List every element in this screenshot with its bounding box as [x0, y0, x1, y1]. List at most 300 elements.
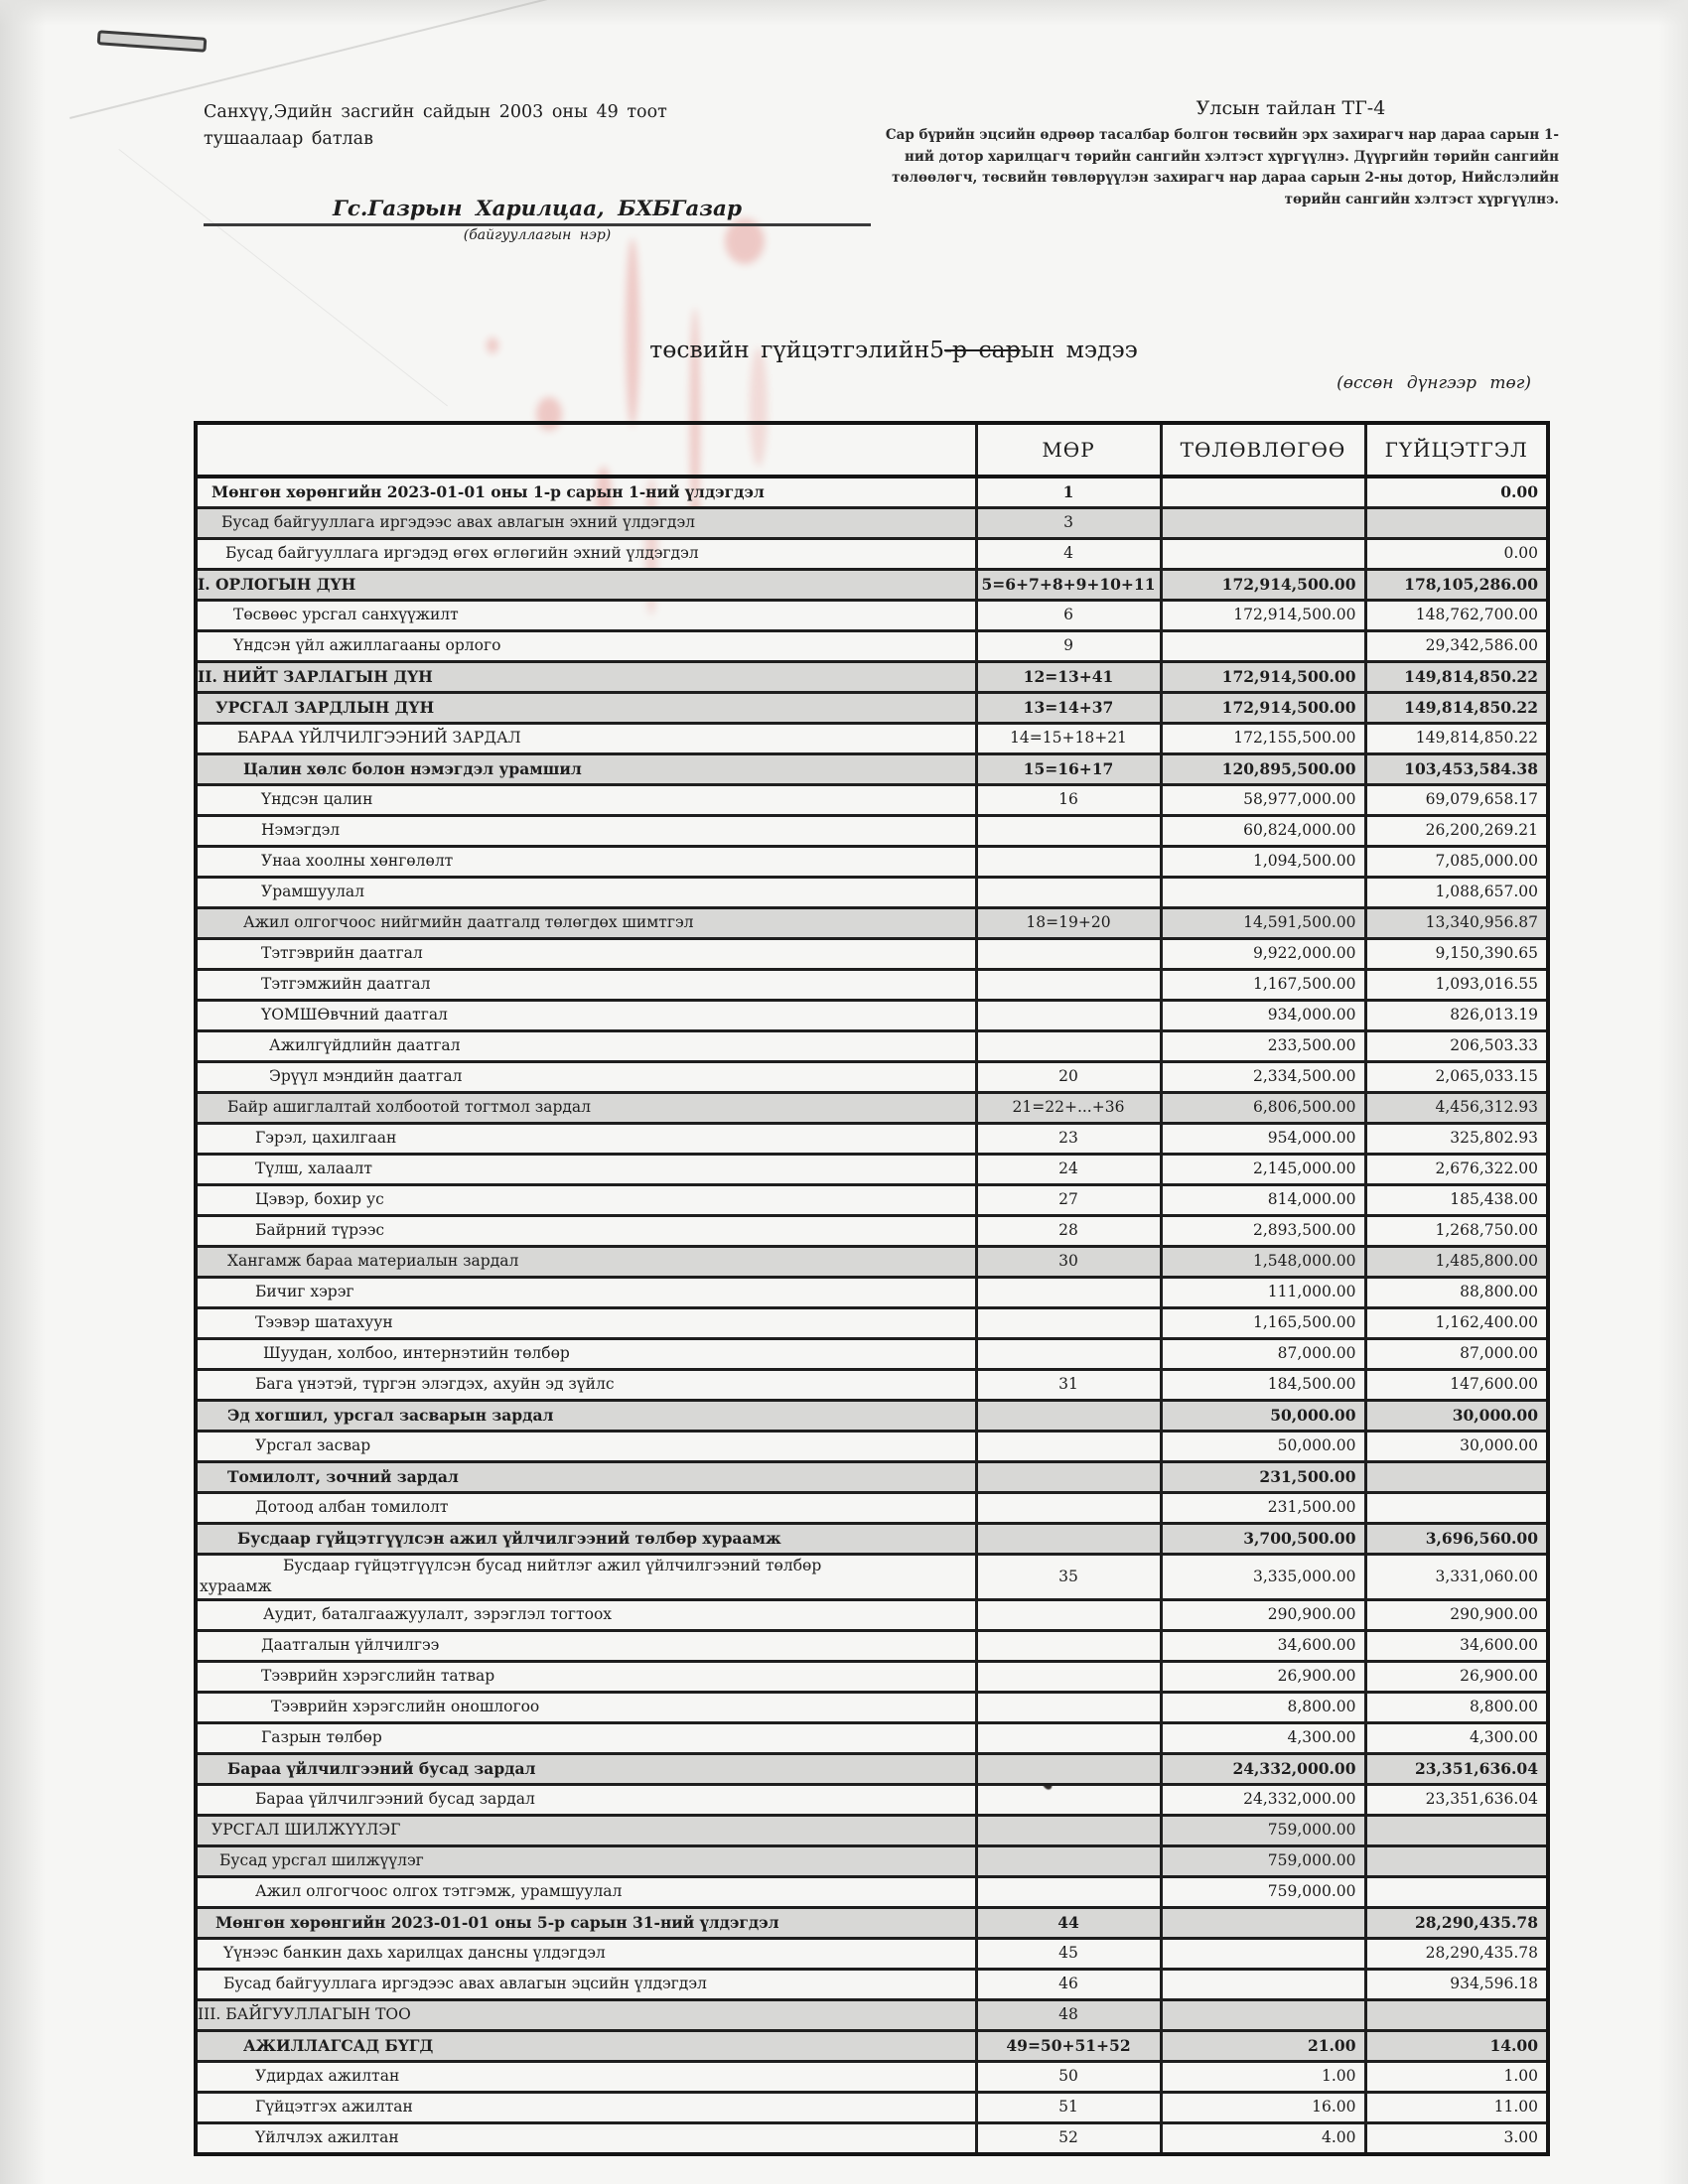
- row-label: [196, 2092, 976, 2122]
- row-label-text: Тэтгэврийн даатгал: [261, 944, 423, 963]
- exec-value-text: [1367, 521, 1547, 525]
- row-label-text: Шуудан, холбоо, интернэтийн төлбөр: [263, 1344, 570, 1363]
- exec-value: [1365, 816, 1548, 847]
- row-no-text: 18=19+20: [1026, 913, 1111, 932]
- exec-value-text: 8,800.00: [1469, 1698, 1538, 1716]
- plan-value-text: 1,548,000.00: [1252, 1252, 1356, 1271]
- exec-value: [1365, 1062, 1548, 1093]
- title-suffix: ын мэдээ: [1020, 336, 1138, 363]
- exec-value: [1365, 2030, 1548, 2061]
- table-row: [196, 539, 1548, 570]
- plan-value-text: 814,000.00: [1267, 1190, 1356, 1209]
- row-label: [196, 2030, 976, 2061]
- row-no: [976, 2061, 1161, 2092]
- row-no: [976, 1907, 1161, 1938]
- row-label-text-line2: хураамж: [200, 1577, 272, 1596]
- row-label-text: III. БАЙГУУЛЛАГЫН ТОО: [198, 2005, 411, 2024]
- row-label-text: Байр ашиглалтай холбоотой тогтмол зардал: [227, 1098, 592, 1117]
- row-label-text: I. ОРЛОГЫН ДҮН: [198, 575, 356, 595]
- table-row: [196, 724, 1548, 754]
- table-row: [196, 1938, 1548, 1969]
- row-no-text: 31: [1058, 1375, 1078, 1394]
- exec-value: [1365, 1339, 1548, 1370]
- plan-value: [1161, 1401, 1365, 1432]
- exec-value: [1365, 1524, 1548, 1555]
- exec-value-text: 149,814,850.22: [1404, 667, 1538, 687]
- plan-value-text: 172,914,500.00: [1221, 667, 1356, 687]
- row-no: [976, 1555, 1161, 1600]
- exec-value: [1365, 1692, 1548, 1722]
- exec-value: [1365, 1753, 1548, 1784]
- row-label: [196, 878, 976, 908]
- table-row: [196, 1278, 1548, 1308]
- row-label: [196, 1370, 976, 1401]
- row-label: [196, 1216, 976, 1247]
- row-label: [196, 1493, 976, 1524]
- table-row: [196, 2092, 1548, 2122]
- title-struck-month: -р сар: [944, 336, 1021, 363]
- exec-value-text: 4,300.00: [1469, 1728, 1538, 1747]
- row-label: [196, 1815, 976, 1845]
- row-no: [976, 1001, 1161, 1031]
- row-label-text: II. НИЙТ ЗАРЛАГЫН ДҮН: [198, 667, 433, 687]
- row-no: [976, 1278, 1161, 1308]
- table-row: [196, 2061, 1548, 2092]
- table-row: [196, 816, 1548, 847]
- exec-value-text: 148,762,700.00: [1415, 606, 1538, 624]
- row-label-text: Урамшуулал: [261, 883, 365, 901]
- row-label-text: Ажил олгогчоос нийгмийн даатгалд төлөгдөх шимтгэл: [243, 913, 694, 932]
- row-label: [196, 1308, 976, 1339]
- plan-value-text: 759,000.00: [1267, 1821, 1356, 1840]
- exec-value: [1365, 1599, 1548, 1630]
- row-label-text: Дотоод албан томилолт: [255, 1498, 449, 1517]
- row-label: [196, 1999, 976, 2030]
- row-no-text: 51: [1058, 2098, 1078, 2116]
- row-label-text: Бусад байгууллага иргэдээс авах авлагын эцсийн үлдэгдэл: [223, 1975, 707, 1993]
- row-no-text: 14=15+18+21: [1010, 729, 1127, 748]
- row-no: [976, 908, 1161, 939]
- plan-value-text: 2,334,500.00: [1252, 1067, 1356, 1086]
- table-row: [196, 1247, 1548, 1278]
- table-row: [196, 2122, 1548, 2154]
- plan-value: [1161, 1432, 1365, 1462]
- exec-value-text: 30,000.00: [1452, 1406, 1538, 1426]
- row-no: [976, 878, 1161, 908]
- row-no: [976, 477, 1161, 508]
- table-row: [196, 1969, 1548, 1999]
- row-label-text: Үндсэн цалин: [261, 790, 373, 809]
- exec-value: [1365, 1938, 1548, 1969]
- row-no: [976, 970, 1161, 1001]
- row-label: [196, 1692, 976, 1722]
- plan-value: [1161, 908, 1365, 939]
- row-no-text: 3: [1063, 513, 1073, 532]
- row-no-text: 12=13+41: [1023, 667, 1114, 687]
- exec-value-text: 149,814,850.22: [1404, 698, 1538, 718]
- row-label-text: Нэмэгдэл: [261, 821, 341, 840]
- row-no: [976, 1308, 1161, 1339]
- row-label: [196, 908, 976, 939]
- title-prefix: төсвийн гүйцэтгэлийн5: [649, 336, 945, 363]
- row-no: [976, 1031, 1161, 1062]
- exec-value: [1365, 1031, 1548, 1062]
- plan-value: [1161, 754, 1365, 785]
- exec-value-text: 1,162,400.00: [1435, 1313, 1538, 1332]
- row-label: [196, 1124, 976, 1155]
- row-no: [976, 570, 1161, 601]
- plan-value-text: 172,914,500.00: [1233, 606, 1356, 624]
- row-label: [196, 1630, 976, 1661]
- plan-value: [1161, 1876, 1365, 1907]
- row-label-text: Унаа хоолны хөнгөлөлт: [261, 852, 454, 871]
- row-label: [196, 2061, 976, 2092]
- exec-value-text: [1367, 1890, 1547, 1894]
- unit-note: (өссөн дүнгээр төг): [1336, 373, 1531, 393]
- row-label-text: Бараа үйлчилгээний бусад зардал: [227, 1759, 536, 1779]
- exec-value: [1365, 1845, 1548, 1876]
- plan-value: [1161, 2061, 1365, 2092]
- row-no: [976, 1339, 1161, 1370]
- row-no: [976, 508, 1161, 539]
- row-label: [196, 1555, 976, 1600]
- row-no: [976, 1462, 1161, 1493]
- exec-value: [1365, 2092, 1548, 2122]
- row-label-text: Байрний түрээс: [255, 1221, 385, 1240]
- row-no-text: 44: [1057, 1913, 1079, 1933]
- header-empty: [196, 423, 976, 477]
- table-row: [196, 1999, 1548, 2030]
- plan-value: [1161, 1031, 1365, 1062]
- row-label-text: Цэвэр, бохир ус: [255, 1190, 384, 1209]
- plan-value-text: [1163, 890, 1364, 894]
- header-actual: ГҮЙЦЭТГЭЛ: [1365, 423, 1548, 477]
- table-row: [196, 754, 1548, 785]
- row-no: [976, 1876, 1161, 1907]
- exec-value-text: [1367, 1829, 1547, 1833]
- plan-value: [1161, 847, 1365, 878]
- row-label-text: Ажилгүйдлийн даатгал: [269, 1036, 461, 1055]
- plan-value-text: [1163, 1921, 1364, 1925]
- exec-value-text: 23,351,636.04: [1414, 1759, 1538, 1779]
- exec-value-text: 7,085,000.00: [1435, 852, 1538, 871]
- plan-value: [1161, 1247, 1365, 1278]
- row-no-text: 24: [1058, 1160, 1078, 1178]
- row-label: [196, 1339, 976, 1370]
- plan-value-text: 6,806,500.00: [1252, 1098, 1356, 1117]
- plan-value-text: [1163, 644, 1364, 648]
- row-label-text: Цалин хөлс болон нэмэгдэл урамшил: [243, 759, 582, 779]
- plan-value-text: 34,600.00: [1277, 1636, 1356, 1655]
- table-row: [196, 1062, 1548, 1093]
- row-no-text: 49=50+51+52: [1006, 2036, 1131, 2056]
- row-no: [976, 1370, 1161, 1401]
- row-label: [196, 1938, 976, 1969]
- row-label-text: Бага үнэтэй, түргэн элэгдэх, ахуйн эд зүйлс: [255, 1375, 615, 1394]
- plan-value: [1161, 939, 1365, 970]
- row-label: [196, 816, 976, 847]
- exec-value: [1365, 662, 1548, 693]
- table-row: [196, 1876, 1548, 1907]
- table-row: [196, 631, 1548, 662]
- exec-value-text: 1,485,800.00: [1435, 1252, 1538, 1271]
- plan-value-text: 172,155,500.00: [1233, 729, 1356, 748]
- row-no: [976, 1062, 1161, 1093]
- row-label: [196, 1432, 976, 1462]
- row-no: [976, 1630, 1161, 1661]
- exec-value: [1365, 878, 1548, 908]
- row-label-text: Тээврийн хэрэгслийн оношлогоо: [271, 1698, 540, 1716]
- row-label-text: Хангамж бараа материалын зардал: [227, 1252, 519, 1271]
- plan-value-text: 3,335,000.00: [1252, 1567, 1356, 1585]
- exec-value: [1365, 908, 1548, 939]
- plan-value: [1161, 2092, 1365, 2122]
- plan-value-text: 231,500.00: [1259, 1467, 1356, 1487]
- table-row: [196, 1031, 1548, 1062]
- exec-value: [1365, 1093, 1548, 1124]
- plan-value: [1161, 1339, 1365, 1370]
- row-no: [976, 1124, 1161, 1155]
- exec-value: [1365, 847, 1548, 878]
- row-no: [976, 1845, 1161, 1876]
- row-label-text: Бусдаар гүйцэтгүүлсэн бусад нийтлэг ажил үйлчилгээний төлбөр: [283, 1557, 822, 1574]
- exec-value: [1365, 1185, 1548, 1216]
- plan-value: [1161, 601, 1365, 631]
- table-row: [196, 601, 1548, 631]
- row-label-text: Бусад байгууллага иргэдэд өгөх өглөгийн эхний үлдэгдэл: [225, 544, 699, 563]
- exec-value: [1365, 1969, 1548, 1999]
- table-row: [196, 1907, 1548, 1938]
- row-no-text: 5=6+7+8+9+10+11: [981, 575, 1156, 595]
- plan-value: [1161, 1753, 1365, 1784]
- table-row: [196, 1692, 1548, 1722]
- exec-value: [1365, 1462, 1548, 1493]
- plan-value-text: 16.00: [1312, 2098, 1356, 2116]
- plan-value-text: 4,300.00: [1287, 1728, 1356, 1747]
- table-row: [196, 1845, 1548, 1876]
- row-label-text: Эрүүл мэндийн даатгал: [269, 1067, 463, 1086]
- exec-value: [1365, 2061, 1548, 2092]
- row-label: [196, 477, 976, 508]
- row-no: [976, 1247, 1161, 1278]
- plan-value: [1161, 1370, 1365, 1401]
- exec-value: [1365, 1493, 1548, 1524]
- row-no: [976, 1401, 1161, 1432]
- exec-value-text: 3,331,060.00: [1435, 1567, 1538, 1585]
- exec-value-text: 1.00: [1503, 2067, 1538, 2086]
- row-label-text: Бусдаар гүйцэтгүүлсэн ажил үйлчилгээний төлбөр хураамж: [237, 1529, 781, 1549]
- row-label-text: Аудит, баталгаажуулалт, зэрэглэл тогтоох: [263, 1605, 613, 1624]
- row-label: [196, 1462, 976, 1493]
- plan-value: [1161, 1278, 1365, 1308]
- exec-value: [1365, 1876, 1548, 1907]
- row-no: [976, 539, 1161, 570]
- plan-value: [1161, 1907, 1365, 1938]
- table-row: [196, 878, 1548, 908]
- row-label: [196, 508, 976, 539]
- exec-value: [1365, 1815, 1548, 1845]
- row-label-text: Мөнгөн хөрөнгийн 2023-01-01 оны 1-р сарын 1-ний үлдэгдэл: [211, 482, 765, 502]
- plan-value-text: 172,914,500.00: [1221, 575, 1356, 595]
- table-row: [196, 1630, 1548, 1661]
- row-no-text: 28: [1058, 1221, 1078, 1240]
- plan-value: [1161, 2030, 1365, 2061]
- row-label-text: Даатгалын үйлчилгээ: [261, 1636, 440, 1655]
- row-no: [976, 2092, 1161, 2122]
- exec-value: [1365, 1124, 1548, 1155]
- table-row: [196, 1462, 1548, 1493]
- staple-mark: [97, 30, 208, 53]
- exec-value: [1365, 601, 1548, 631]
- exec-value-text: 147,600.00: [1450, 1375, 1538, 1394]
- row-label-text: Тэтгэмжийн даатгал: [261, 975, 431, 994]
- exec-value-text: 290,900.00: [1450, 1605, 1538, 1624]
- row-no: [976, 1753, 1161, 1784]
- exec-value-text: 0.00: [1503, 544, 1538, 563]
- exec-value-text: 11.00: [1493, 2098, 1538, 2116]
- plan-value: [1161, 1555, 1365, 1600]
- exec-value-text: [1367, 1859, 1547, 1863]
- exec-value-text: 3.00: [1503, 2128, 1538, 2147]
- row-no-text: 20: [1058, 1067, 1078, 1086]
- row-no-text: 4: [1063, 544, 1073, 563]
- row-label-text: Урсгал засвар: [255, 1436, 371, 1455]
- plan-value: [1161, 1308, 1365, 1339]
- row-label: [196, 1401, 976, 1432]
- row-no: [976, 754, 1161, 785]
- exec-value-text: 149,814,850.22: [1415, 729, 1538, 748]
- exec-value-text: 23,351,636.04: [1425, 1790, 1538, 1809]
- row-no: [976, 1784, 1161, 1815]
- table-row: [196, 1001, 1548, 1031]
- table-row: [196, 970, 1548, 1001]
- row-label-text: Эд хогшил, урсгал засварын зардал: [227, 1406, 554, 1426]
- row-label-text: Бусад урсгал шилжүүлэг: [219, 1851, 424, 1870]
- plan-value: [1161, 1784, 1365, 1815]
- table-row: [196, 1093, 1548, 1124]
- exec-value: [1365, 724, 1548, 754]
- plan-value: [1161, 1599, 1365, 1630]
- row-label: [196, 1031, 976, 1062]
- row-label: [196, 939, 976, 970]
- plan-value: [1161, 785, 1365, 816]
- plan-value-text: 184,500.00: [1267, 1375, 1356, 1394]
- row-no: [976, 1524, 1161, 1555]
- row-no-text: 27: [1058, 1190, 1078, 1209]
- exec-value-text: 325,802.93: [1450, 1129, 1538, 1148]
- scan-left-shadow: [0, 0, 46, 2184]
- plan-value: [1161, 1124, 1365, 1155]
- row-label-text: Бусад байгууллага иргэдээс авах авлагын эхний үлдэгдэл: [221, 513, 695, 532]
- plan-value-text: 2,893,500.00: [1252, 1221, 1356, 1240]
- exec-value: [1365, 1308, 1548, 1339]
- row-label: [196, 1001, 976, 1031]
- exec-value-text: [1367, 1506, 1547, 1510]
- row-label-text: УРСГАЛ ШИЛЖҮҮЛЭГ: [211, 1821, 401, 1840]
- plan-value: [1161, 1815, 1365, 1845]
- exec-value-text: 34,600.00: [1460, 1636, 1538, 1655]
- exec-value-text: 2,676,322.00: [1435, 1160, 1538, 1178]
- exec-value-text: 185,438.00: [1450, 1190, 1538, 1209]
- plan-value-text: 21.00: [1307, 2036, 1356, 2056]
- row-label: [196, 1524, 976, 1555]
- row-no: [976, 1938, 1161, 1969]
- table-row: [196, 847, 1548, 878]
- exec-value: [1365, 1370, 1548, 1401]
- plan-value: [1161, 477, 1365, 508]
- row-label: [196, 539, 976, 570]
- row-label: [196, 1247, 976, 1278]
- organization-block: [204, 197, 871, 243]
- exec-value-text: 3,696,560.00: [1425, 1529, 1538, 1549]
- exec-value-text: 103,453,584.38: [1404, 759, 1538, 779]
- plan-value: [1161, 508, 1365, 539]
- exec-value-text: 87,000.00: [1460, 1344, 1538, 1363]
- plan-value: [1161, 1216, 1365, 1247]
- exec-value: [1365, 1401, 1548, 1432]
- plan-value-text: 50,000.00: [1270, 1406, 1356, 1426]
- row-label: [196, 601, 976, 631]
- row-no-text: 9: [1063, 636, 1073, 655]
- organization-name: Гс.Газрын Харилцаа, БХБГазар: [204, 197, 871, 226]
- exec-value-text: 26,900.00: [1460, 1667, 1538, 1686]
- exec-value-text: 13,340,956.87: [1425, 913, 1538, 932]
- row-no: [976, 785, 1161, 816]
- exec-value-text: 2,065,033.15: [1435, 1067, 1538, 1086]
- plan-value-text: 111,000.00: [1267, 1283, 1356, 1301]
- exec-value-text: 1,268,750.00: [1435, 1221, 1538, 1240]
- plan-value: [1161, 1661, 1365, 1692]
- row-label: [196, 1155, 976, 1185]
- plan-value-text: 24,332,000.00: [1232, 1759, 1356, 1779]
- table-row: [196, 477, 1548, 508]
- row-label: [196, 724, 976, 754]
- row-label-text: Төсвөөс урсгал санхүүжилт: [233, 606, 459, 624]
- exec-value: [1365, 1001, 1548, 1031]
- submission-note: Сар бүрийн эцсийн өдрөөр тасалбар болгон төсвийн эрх захирагч нар дараа сарын 1-ний дотор харилцагч төрийн сангийн хэлтэст хүргүүлнэ. Дүүргийн төрийн сангийн төлөөлөгч, төсвийн төвлөрүүлэн захирагч нар дараа сарын 2-ны дотор, Нийслэлийн төрийн сангийн хэлтэст хүргүүлнэ.: [885, 127, 1559, 207]
- approval-note: Санхүү,Эдийн засгийн сайдын 2003 оны 49 тоот тушаалаар батлав: [204, 102, 667, 150]
- plan-value: [1161, 878, 1365, 908]
- row-label: [196, 1661, 976, 1692]
- plan-value-text: [1163, 2013, 1364, 2017]
- plan-value: [1161, 1630, 1365, 1661]
- row-no-text: 46: [1058, 1975, 1078, 1993]
- table-row: [196, 1185, 1548, 1216]
- table-row: [196, 508, 1548, 539]
- plan-value-text: 26,900.00: [1277, 1667, 1356, 1686]
- exec-value: [1365, 539, 1548, 570]
- exec-value: [1365, 1278, 1548, 1308]
- plan-value: [1161, 1845, 1365, 1876]
- exec-value: [1365, 570, 1548, 601]
- exec-value-text: 28,290,435.78: [1425, 1944, 1538, 1963]
- plan-value-text: 172,914,500.00: [1221, 698, 1356, 718]
- table-row: [196, 1401, 1548, 1432]
- exec-value-text: [1367, 2013, 1547, 2017]
- row-no: [976, 2030, 1161, 2061]
- header-row: [196, 423, 1548, 477]
- plan-value: [1161, 816, 1365, 847]
- table-row: [196, 1493, 1548, 1524]
- row-label-text: Үүнээс банкин дахь харилцах дансны үлдэгдэл: [223, 1944, 606, 1963]
- plan-value: [1161, 631, 1365, 662]
- organization-caption: (байгууллагын нэр): [463, 227, 612, 243]
- row-no: [976, 2122, 1161, 2154]
- exec-value: [1365, 477, 1548, 508]
- row-label-text: Удирдах ажилтан: [255, 2067, 400, 2086]
- row-label-text: Тээвэр шатахуун: [255, 1313, 393, 1332]
- table-row: [196, 1661, 1548, 1692]
